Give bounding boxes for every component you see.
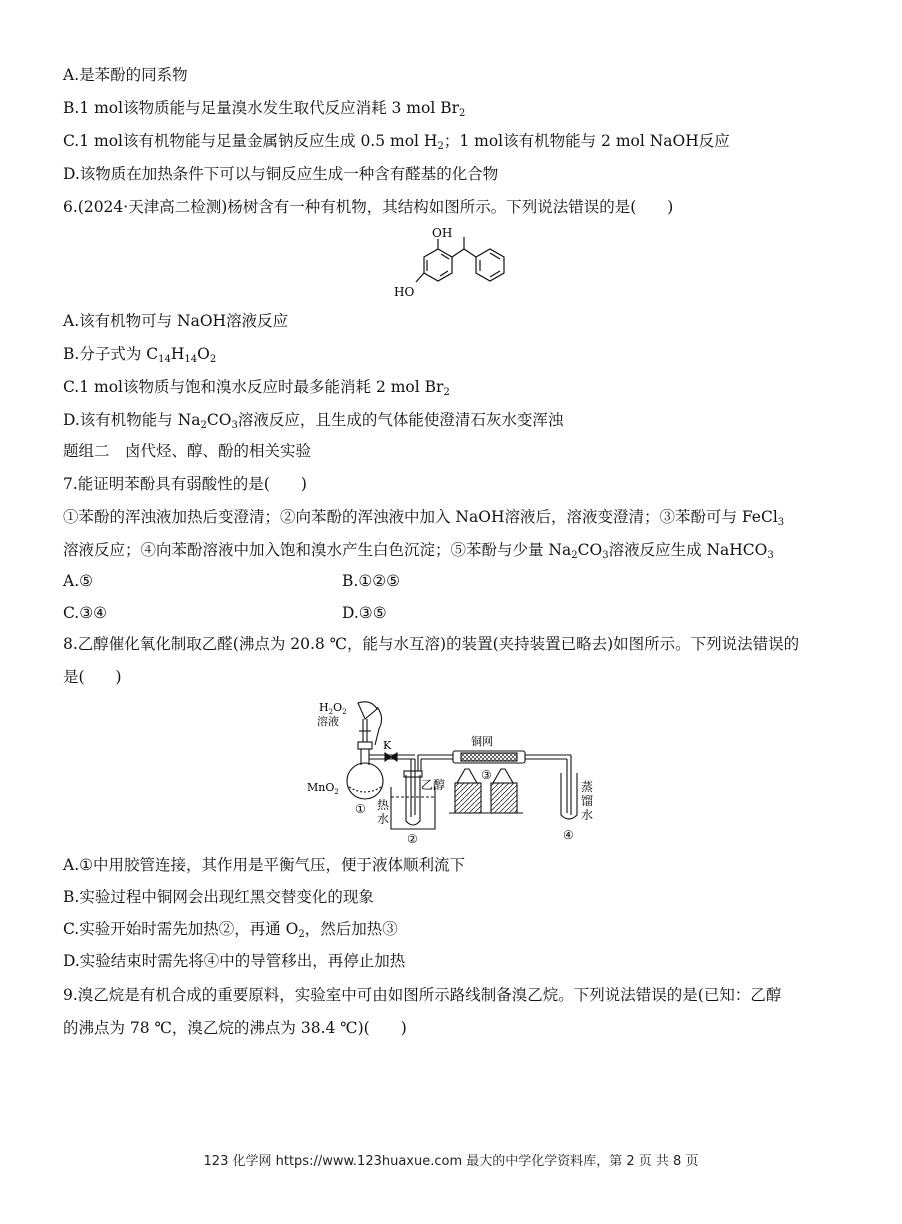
- q6-option-b: B.分子式为 $C_{14}H_{14}O_2$: [63, 345, 217, 365]
- ho-label-left: HO: [394, 285, 415, 299]
- hot-water-label-1: 热: [377, 798, 390, 812]
- q7-option-b: B.①②⑤: [342, 572, 401, 590]
- distilled-water-label-1: 蒸: [581, 780, 594, 794]
- q7-option-d: D.③⑤: [342, 604, 387, 622]
- oh-label-top: OH: [432, 226, 453, 240]
- q5-option-d: D.该物质在加热条件下可以与铜反应生成一种含有醛基的化合物: [63, 165, 499, 183]
- q8-apparatus-figure: [305, 697, 605, 847]
- q7-option-c: C.③④: [63, 604, 108, 622]
- distilled-water-label-3: 水: [581, 808, 594, 822]
- q6-option-a: A.该有机物可与 NaOH溶液反应: [63, 312, 289, 330]
- page-footer: 123 化学网 https://www.123huaxue.com 最大的中学化学资料库，第 2 页 共 8 页: [203, 1154, 699, 1169]
- q6-structure-figure: [390, 224, 525, 306]
- group-two-heading: 题组二 卤代烃、醇、酚的相关实验: [63, 442, 312, 460]
- q8-option-c: C.实验开始时需先加热②，再通 $O_2$，然后加热③: [63, 920, 398, 940]
- apparatus-number-2: ②: [407, 832, 418, 846]
- q8-option-a: A.①中用胶管连接，其作用是平衡气压，便于液体顺利流下: [63, 856, 466, 874]
- q7-option-a: A.⑤: [63, 572, 94, 590]
- solution-label: 溶液: [317, 715, 339, 728]
- apparatus-number-4: ④: [563, 828, 574, 842]
- q7-statement-line2: 溶液反应；④向苯酚溶液中加入饱和溴水产生白色沉淀；⑤苯酚与少量 $Na_2CO_3$溶液反应生成 NaHCO$_3$: [63, 541, 774, 561]
- h2o2-label: $H_2O_2$: [319, 701, 347, 716]
- q5-option-a: A.是苯酚的同系物: [63, 66, 188, 84]
- q7-statement-line1: ①苯酚的浑浊液加热后变澄清；②向苯酚的浑浊液中加入 NaOH溶液后，溶液变澄清；③苯酚可与 FeCl$_3$: [63, 508, 785, 528]
- apparatus-number-3: ③: [481, 768, 492, 782]
- q8-option-b: B.实验过程中铜网会出现红黑交替变化的现象: [63, 888, 374, 906]
- q6-option-d: D.该有机物能与 $Na_2CO_3$溶液反应，且生成的气体能使澄清石灰水变浑浊: [63, 411, 564, 431]
- q8-stem-line1: 8.乙醇催化氧化制取乙醛(沸点为 20.8 ℃，能与水互溶)的装置(夹持装置已略去)如图所示。下列说法错误的: [63, 635, 800, 653]
- q5-option-b: B.1 mol该物质能与足量溴水发生取代反应消耗 3 mol $Br_2$: [63, 99, 466, 119]
- q7-stem: 7.能证明苯酚具有弱酸性的是( ): [63, 475, 307, 493]
- mno2-label: MnO$_2$: [307, 781, 339, 796]
- apparatus-number-1: ①: [355, 802, 366, 816]
- copper-mesh-label: 铜网: [471, 735, 493, 748]
- distilled-water-label-2: 馏: [581, 794, 594, 808]
- ethanol-label: 乙醇: [421, 778, 446, 792]
- q9-stem-line1: 9.溴乙烷是有机合成的重要原料，实验室中可由如图所示路线制备溴乙烷。下列说法错误的是(已知：乙醇: [63, 986, 782, 1004]
- q8-stem-line2: 是( ): [63, 668, 122, 686]
- hot-water-label-2: 水: [377, 812, 390, 826]
- q8-option-d: D.实验结束时需先将④中的导管移出，再停止加热: [63, 952, 406, 970]
- valve-k-label: K: [383, 739, 392, 752]
- q6-option-c: C.1 mol该物质与饱和溴水反应时最多能消耗 2 mol $Br_2$: [63, 378, 450, 398]
- q9-stem-line2: 的沸点为 78 ℃，溴乙烷的沸点为 38.4 ℃)( ): [63, 1019, 407, 1037]
- q6-stem: 6.(2024·天津高二检测)杨树含有一种有机物，其结构如图所示。下列说法错误的是( ): [63, 198, 674, 216]
- q5-option-c: C.1 mol该有机物能与足量金属钠反应生成 0.5 mol $H_2$；1 mol该有机物能与 2 mol NaOH反应: [63, 132, 730, 152]
